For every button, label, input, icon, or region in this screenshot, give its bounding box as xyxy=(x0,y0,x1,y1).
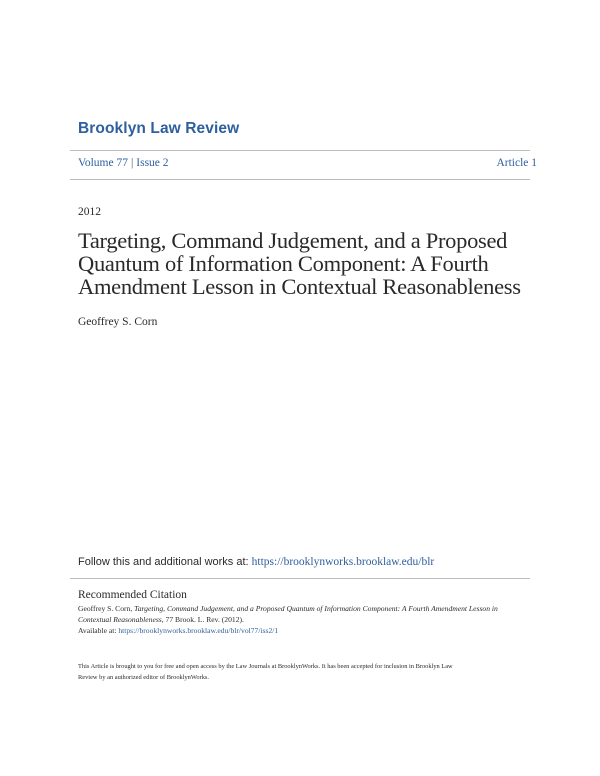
citation-author: Geoffrey S. Corn, xyxy=(78,604,135,613)
citation-block xyxy=(78,603,528,636)
citation-line-2 xyxy=(78,614,528,625)
citation-title-part-2: Contextual Reasonableness xyxy=(78,615,162,624)
volume-issue-separator: | xyxy=(130,157,134,169)
article-number: Article 1 xyxy=(496,157,537,169)
journal-title[interactable]: Brooklyn Law Review xyxy=(78,120,240,137)
author-name[interactable]: Geoffrey S. Corn xyxy=(78,316,158,328)
citation-line-3 xyxy=(78,625,528,636)
footer-line: This Article is brought to you for free and open access by the Law Journals at BrooklynWorks. It has been accepted for inclusion in Brooklyn Law xyxy=(78,663,453,670)
recommended-citation-heading: Recommended Citation xyxy=(78,589,187,601)
volume-issue xyxy=(78,157,169,169)
divider-top xyxy=(70,150,530,151)
divider-header-bottom xyxy=(70,179,530,180)
title-line: Amendment Lesson in Contextual Reasonableness xyxy=(78,274,521,299)
article-link[interactable]: https://brooklynworks.brooklaw.edu/blr/vol77/iss2/1 xyxy=(118,626,279,635)
citation-line-1 xyxy=(78,603,528,614)
volume-link[interactable]: Volume 77 xyxy=(78,157,128,169)
follow-text: Follow this and additional works at: xyxy=(78,556,252,568)
divider-citation xyxy=(70,578,530,579)
citation-source: , 77 Brook. L. Rev. (2012). xyxy=(161,615,244,624)
footer-note xyxy=(78,661,528,683)
collection-link[interactable]: https://brooklynworks.brooklaw.edu/blr xyxy=(251,556,435,568)
available-label: Available at: xyxy=(78,626,119,635)
issue-link[interactable]: Issue 2 xyxy=(136,157,169,169)
footer-line: Review by an authorized editor of BrooklynWorks. xyxy=(78,674,209,681)
title-line: Quantum of Information Component: A Fourth xyxy=(78,251,489,276)
title-line: Targeting, Command Judgement, and a Proposed xyxy=(78,228,508,253)
follow-line xyxy=(78,556,434,568)
publication-year: 2012 xyxy=(78,206,101,218)
citation-title-part-1: Targeting, Command Judgement, and a Proposed Quantum of Information Component: A Fourth Amendment Lesson in xyxy=(134,604,498,613)
article-title[interactable] xyxy=(78,229,538,298)
